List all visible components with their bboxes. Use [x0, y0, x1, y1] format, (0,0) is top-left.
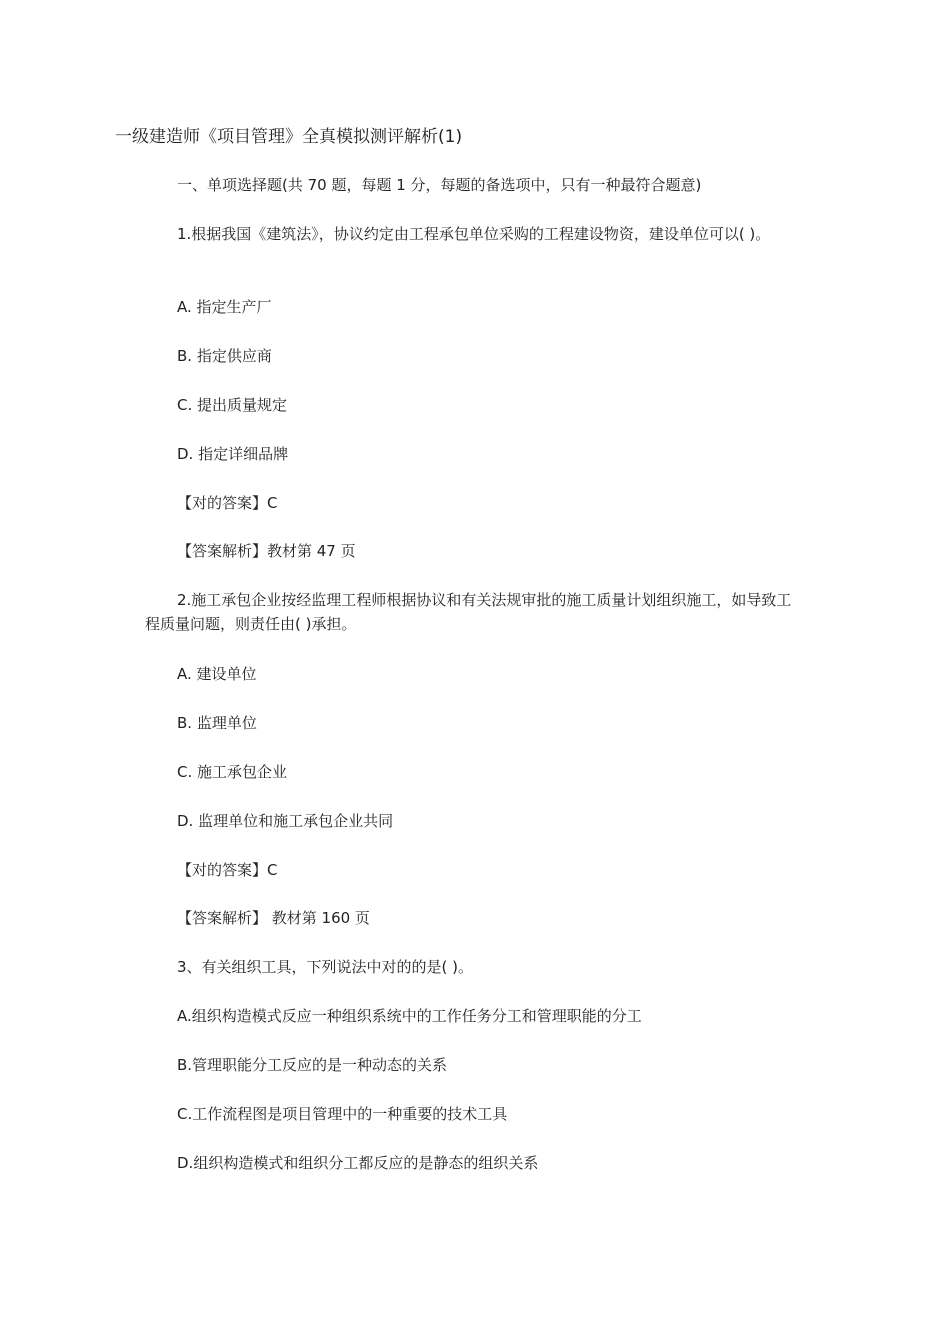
question-1-option-d: D. 指定详细品牌 [177, 445, 289, 463]
question-2-option-b: B. 监理单位 [177, 714, 257, 732]
question-1-option-b: B. 指定供应商 [177, 347, 272, 365]
question-2-answer: 【对的答案】C [177, 861, 278, 879]
question-2-analysis: 【答案解析】 教材第 160 页 [177, 909, 370, 927]
document-title: 一级建造师《项目管理》全真模拟测评解析(1) [115, 127, 463, 147]
question-3-option-a: A.组织构造模式反应一种组织系统中的工作任务分工和管理职能的分工 [177, 1007, 642, 1025]
question-3-stem: 3、有关组织工具，下列说法中对的的是( )。 [177, 958, 474, 976]
question-3-option-b: B.管理职能分工反应的是一种动态的关系 [177, 1056, 448, 1074]
question-1-answer: 【对的答案】C [177, 494, 278, 512]
question-1-stem: 1.根据我国《建筑法》，协议约定由工程承包单位采购的工程建设物资，建设单位可以( )。 [177, 225, 771, 243]
question-1-option-a: A. 指定生产厂 [177, 298, 272, 316]
question-1-analysis: 【答案解析】教材第 47 页 [177, 542, 356, 560]
question-2-option-c: C. 施工承包企业 [177, 763, 288, 781]
question-2-option-a: A. 建设单位 [177, 665, 257, 683]
question-2-stem: 2.施工承包企业按经监理工程师根据协议和有关法规审批的施工质量计划组织施工，如导致工程质量问题，则责任由( )承担。 [145, 591, 792, 633]
question-1-option-c: C. 提出质量规定 [177, 396, 288, 414]
section-heading: 一、单项选择题(共 70 题，每题 1 分，每题的备选项中，只有一种最符合题意) [177, 176, 702, 194]
question-3-option-d: D.组织构造模式和组织分工都反应的是静态的组织关系 [177, 1154, 539, 1172]
question-3-option-c: C.工作流程图是项目管理中的一种重要的技术工具 [177, 1105, 508, 1123]
question-2-option-d: D. 监理单位和施工承包企业共同 [177, 812, 394, 830]
